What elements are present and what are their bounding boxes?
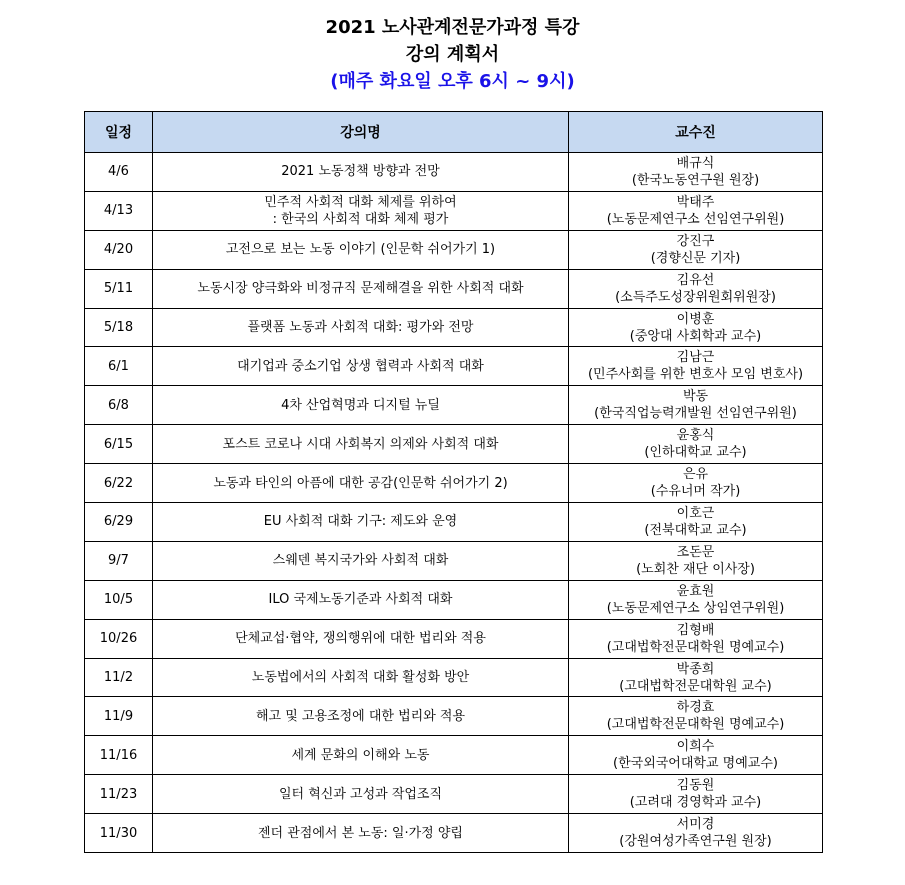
lecture-cell bbox=[153, 230, 569, 269]
lecture-title-line: 노동시장 양극화와 비정규직 문제해결을 위한 사회적 대화 bbox=[197, 281, 524, 297]
professor-cell bbox=[569, 503, 823, 542]
date-cell: 9/7 bbox=[85, 541, 153, 580]
professor-cell bbox=[569, 386, 823, 425]
lecture-title-line: 4차 산업혁명과 디지털 뉴딜 bbox=[281, 397, 440, 413]
table-row bbox=[85, 580, 823, 619]
table-row bbox=[85, 386, 823, 425]
lecture-title-line: 단체교섭·협약, 쟁의행위에 대한 법리와 적용 bbox=[235, 631, 486, 647]
date-cell: 10/26 bbox=[85, 619, 153, 658]
lecture-title-line: 스웨덴 복지국가와 사회적 대화 bbox=[272, 553, 449, 569]
date-cell: 4/13 bbox=[85, 191, 153, 230]
lecture-cell bbox=[153, 580, 569, 619]
professor-cell bbox=[569, 464, 823, 503]
lecture-cell bbox=[153, 736, 569, 775]
professor-affiliation: (강원여성가족연구원 원장) bbox=[619, 834, 772, 850]
professor-cell bbox=[569, 814, 823, 853]
professor-affiliation: (민주사회를 위한 변호사 모임 변호사) bbox=[587, 367, 804, 383]
lecture-title-line: 플랫폼 노동과 사회적 대화: 평가와 전망 bbox=[247, 320, 474, 335]
professor-name: 이희수 bbox=[676, 739, 715, 755]
professor-cell bbox=[569, 153, 823, 192]
table-row bbox=[85, 308, 823, 347]
professor-affiliation: (노동문제연구소 상임연구위원) bbox=[606, 600, 785, 616]
table-row bbox=[85, 269, 823, 308]
lecture-schedule-table bbox=[84, 111, 823, 853]
professor-affiliation: (중앙대 사회학과 교수) bbox=[629, 328, 762, 344]
date-cell: 5/11 bbox=[85, 269, 153, 308]
professor-name: 박동 bbox=[682, 389, 709, 405]
table-row bbox=[85, 619, 823, 658]
professor-cell bbox=[569, 425, 823, 464]
date-cell: 11/2 bbox=[85, 658, 153, 697]
professor-affiliation: (고대법학전문대학원 교수) bbox=[619, 678, 772, 694]
professor-affiliation: (인하대학교 교수) bbox=[644, 445, 747, 461]
professor-affiliation: (노동문제연구소 선임연구위원) bbox=[606, 211, 785, 227]
lecture-title-line: 젠더 관점에서 본 노동: 일·가정 양립 bbox=[258, 825, 463, 841]
date-cell: 6/8 bbox=[85, 386, 153, 425]
professor-affiliation: (전북대학교 교수) bbox=[644, 522, 747, 538]
lecture-title-line: EU 사회적 대화 기구: 제도와 운영 bbox=[263, 514, 458, 530]
professor-name: 김동원 bbox=[676, 778, 715, 794]
professor-cell bbox=[569, 697, 823, 736]
column-header-lecture: 강의명 bbox=[153, 112, 569, 153]
date-cell: 10/5 bbox=[85, 580, 153, 619]
lecture-title-line: 고전으로 보는 노동 이야기 (인문학 쉬어가기 1) bbox=[225, 242, 496, 258]
lecture-cell bbox=[153, 153, 569, 192]
professor-name: 김유선 bbox=[676, 272, 715, 288]
date-cell: 6/29 bbox=[85, 503, 153, 542]
lecture-cell bbox=[153, 619, 569, 658]
professor-name: 김형배 bbox=[676, 622, 715, 638]
table-row bbox=[85, 191, 823, 230]
table-row bbox=[85, 541, 823, 580]
lecture-cell bbox=[153, 541, 569, 580]
professor-name: 서미경 bbox=[676, 817, 715, 833]
lecture-title-line: 대기업과 중소기업 상생 협력과 사회적 대화 bbox=[237, 358, 484, 374]
table-row bbox=[85, 814, 823, 853]
professor-affiliation: (노회찬 재단 이사장) bbox=[636, 561, 755, 577]
professor-cell bbox=[569, 658, 823, 697]
professor-affiliation: (한국외국어대학교 명예교수) bbox=[613, 756, 778, 772]
professor-affiliation: (고대법학전문대학원 명예교수) bbox=[606, 717, 785, 733]
professor-name: 이호근 bbox=[676, 505, 715, 521]
professor-cell bbox=[569, 269, 823, 308]
lecture-cell bbox=[153, 191, 569, 230]
table-header-row bbox=[85, 112, 823, 153]
table-row bbox=[85, 697, 823, 736]
lecture-title-line: : 한국의 사회적 대화 체제 평가 bbox=[272, 211, 449, 227]
date-cell: 11/9 bbox=[85, 697, 153, 736]
date-cell: 11/23 bbox=[85, 775, 153, 814]
date-cell: 6/22 bbox=[85, 464, 153, 503]
table-row bbox=[85, 425, 823, 464]
document-subtitle: 강의 계획서 bbox=[405, 44, 500, 65]
lecture-cell bbox=[153, 308, 569, 347]
date-cell: 4/6 bbox=[85, 153, 153, 192]
professor-name: 박종희 bbox=[676, 661, 715, 677]
professor-name: 김남근 bbox=[676, 350, 715, 366]
professor-affiliation: (경향신문 기자) bbox=[650, 250, 741, 266]
table-row bbox=[85, 775, 823, 814]
professor-cell bbox=[569, 541, 823, 580]
lecture-cell bbox=[153, 697, 569, 736]
professor-cell bbox=[569, 230, 823, 269]
lecture-cell bbox=[153, 425, 569, 464]
table-row bbox=[85, 347, 823, 386]
lecture-cell bbox=[153, 386, 569, 425]
professor-cell bbox=[569, 580, 823, 619]
date-cell: 5/18 bbox=[85, 308, 153, 347]
table-row bbox=[85, 503, 823, 542]
lecture-cell bbox=[153, 775, 569, 814]
table-row bbox=[85, 153, 823, 192]
table-row bbox=[85, 230, 823, 269]
professor-name: 박태주 bbox=[676, 194, 715, 210]
lecture-cell bbox=[153, 814, 569, 853]
date-cell: 6/15 bbox=[85, 425, 153, 464]
lecture-title-line: 해고 및 고용조정에 대한 법리와 적용 bbox=[255, 708, 466, 724]
professor-cell bbox=[569, 191, 823, 230]
lecture-cell bbox=[153, 347, 569, 386]
professor-cell bbox=[569, 775, 823, 814]
lecture-cell bbox=[153, 503, 569, 542]
professor-cell bbox=[569, 619, 823, 658]
professor-name: 하경효 bbox=[676, 700, 715, 716]
professor-name: 은유 bbox=[682, 467, 709, 483]
lecture-title-line: ILO 국제노동기준과 사회적 대화 bbox=[268, 592, 453, 608]
lecture-title-line: 2021 노동정책 방향과 전망 bbox=[281, 164, 440, 180]
professor-affiliation: (고대법학전문대학원 명예교수) bbox=[606, 639, 785, 655]
lecture-title-line: 노동과 타인의 아픔에 대한 공감(인문학 쉬어가기 2) bbox=[213, 475, 508, 491]
column-header-date: 일정 bbox=[85, 112, 153, 153]
professor-name: 배규식 bbox=[676, 155, 715, 171]
professor-name: 강진구 bbox=[676, 233, 715, 249]
professor-affiliation: (수유너머 작가) bbox=[650, 484, 741, 500]
lecture-title-line: 민주적 사회적 대화 체제를 위하여 bbox=[264, 194, 457, 210]
professor-affiliation: (고려대 경영학과 교수) bbox=[629, 795, 762, 811]
date-cell: 11/16 bbox=[85, 736, 153, 775]
table-row bbox=[85, 658, 823, 697]
column-header-professor: 교수진 bbox=[569, 112, 823, 153]
professor-cell bbox=[569, 347, 823, 386]
title-block bbox=[0, 14, 905, 95]
lecture-title-line: 일터 혁신과 고성과 작업조직 bbox=[278, 786, 443, 802]
professor-name: 윤홍식 bbox=[676, 428, 715, 444]
lecture-cell bbox=[153, 269, 569, 308]
professor-affiliation: (한국노동연구원 원장) bbox=[631, 172, 760, 188]
professor-name: 윤효원 bbox=[676, 583, 715, 599]
lecture-cell bbox=[153, 658, 569, 697]
professor-affiliation: (한국직업능력개발원 선임연구위원) bbox=[594, 406, 797, 422]
table-row bbox=[85, 736, 823, 775]
date-cell: 4/20 bbox=[85, 230, 153, 269]
professor-affiliation: (소득주도성장위원회위원장) bbox=[615, 289, 776, 305]
professor-name: 조돈문 bbox=[676, 544, 715, 560]
lecture-cell bbox=[153, 464, 569, 503]
lecture-title-line: 세계 문화의 이해와 노동 bbox=[291, 747, 430, 763]
professor-cell bbox=[569, 736, 823, 775]
schedule-note: (매주 화요일 오후 6시 ~ 9시) bbox=[330, 71, 575, 92]
lecture-title-line: 포스트 코로나 시대 사회복지 의제와 사회적 대화 bbox=[222, 436, 499, 452]
professor-name: 이병훈 bbox=[676, 311, 715, 327]
professor-cell bbox=[569, 308, 823, 347]
document-title: 2021 노사관계전문가과정 특강 bbox=[325, 17, 580, 38]
date-cell: 6/1 bbox=[85, 347, 153, 386]
date-cell: 11/30 bbox=[85, 814, 153, 853]
lecture-title-line: 노동법에서의 사회적 대화 활성화 방안 bbox=[251, 670, 470, 686]
table-row bbox=[85, 464, 823, 503]
